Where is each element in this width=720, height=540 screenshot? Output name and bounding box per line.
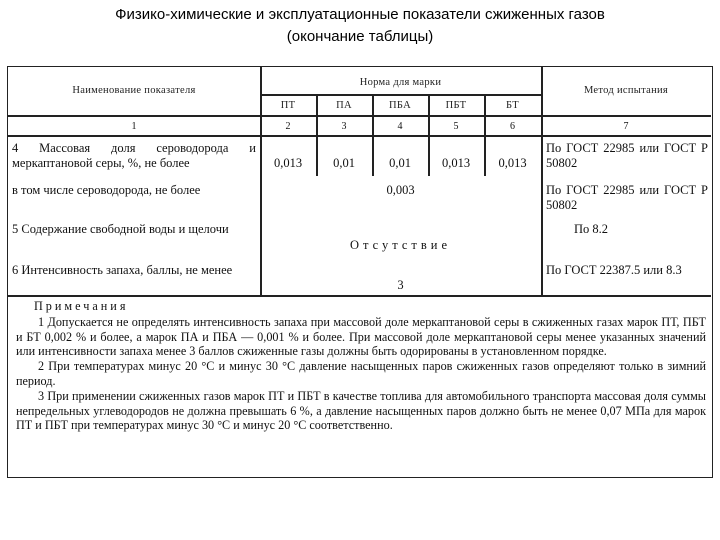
- note-item: 2 При температурах минус 20 °С и минус 30 °С давление насыщенных паров сжиженных газов определяют только в зимний период.: [16, 359, 706, 388]
- page-title: Физико-химические и эксплуатационные показатели сжиженных газов: [115, 6, 605, 23]
- rule-numbering-bottom: [8, 135, 711, 137]
- notes-heading: Примечания: [34, 299, 129, 313]
- rule-header-bottom: [8, 115, 711, 117]
- row-value: 0,013: [498, 156, 527, 170]
- rule-brand-header: [260, 94, 541, 96]
- header-norm: Норма для марки: [359, 77, 442, 88]
- row-merged-value: Отсутствие: [349, 238, 452, 252]
- header-name: Наименование показателя: [72, 85, 196, 96]
- col-number: 3: [341, 121, 347, 132]
- col-number: 7: [623, 121, 629, 132]
- scanned-table-document: [7, 66, 713, 478]
- header-brand: ПТ: [280, 100, 296, 111]
- row-merged-value: 3: [397, 278, 404, 292]
- row-method: По 8.2: [574, 222, 609, 236]
- row-value: 0,01: [333, 156, 355, 170]
- row-name: 4 Массовая доля сероводорода и меркаптановой серы, %, не более: [12, 141, 256, 170]
- header-method: Метод испытания: [583, 85, 669, 96]
- col-number: 6: [510, 121, 515, 132]
- header-brand: БТ: [506, 100, 519, 111]
- header-brand: ПБА: [389, 100, 411, 111]
- header-brand: ПА: [336, 100, 352, 111]
- row-method: По ГОСТ 22985 или ГОСТ Р 50802: [546, 141, 708, 170]
- col-number: 5: [453, 121, 459, 132]
- row-name: 5 Содержание свободной воды и щелочи: [12, 222, 229, 236]
- row-value: 0,01: [389, 156, 411, 170]
- col-number: 1: [131, 121, 137, 132]
- row-method: По ГОСТ 22387.5 или 8.3: [546, 263, 682, 277]
- row-value: 0,013: [273, 156, 303, 170]
- notes-section: [16, 299, 706, 433]
- row-merged-value: 0,003: [386, 183, 415, 197]
- page-subtitle: (окончание таблицы): [286, 28, 434, 45]
- rule-col-method: [541, 67, 543, 295]
- header-brand: ПБТ: [445, 100, 467, 111]
- row-method: По ГОСТ 22985 или ГОСТ Р 50802: [546, 183, 708, 212]
- note-item: 3 При применении сжиженных газов марок ПТ и ПБТ в качестве топлива для автомобильного транспорта массовая доля суммы непредельных углеводородов не должна превышать 6 %, а давление насыщенных паров должно быть не менее 0,07 МПа для марок ПТ и ПБТ при температурах минус 30 °С и минус 20 °С соответственно.: [16, 388, 706, 433]
- row-name: в том числе сероводорода, не более: [12, 183, 201, 197]
- row-value: 0,013: [441, 156, 471, 170]
- col-number: 4: [397, 121, 403, 132]
- col-number: 2: [285, 121, 291, 132]
- note-item: 1 Допускается не определять интенсивность запаха при массовой доле меркаптановой серы в сжиженных газах марок ПТ, ПБТ и БТ 0,002 % и более, а марок ПА и ПБА — 0,001 % и более. При массовой доле меркаптановой серы менее указанных значений или интенсивности запаха менее 3 баллов сжиженные газы должны быть одорированы в установленном порядке.: [16, 314, 706, 359]
- row-name: 6 Интенсивность запаха, баллы, не менее: [12, 263, 233, 277]
- rule-table-bottom: [8, 295, 711, 297]
